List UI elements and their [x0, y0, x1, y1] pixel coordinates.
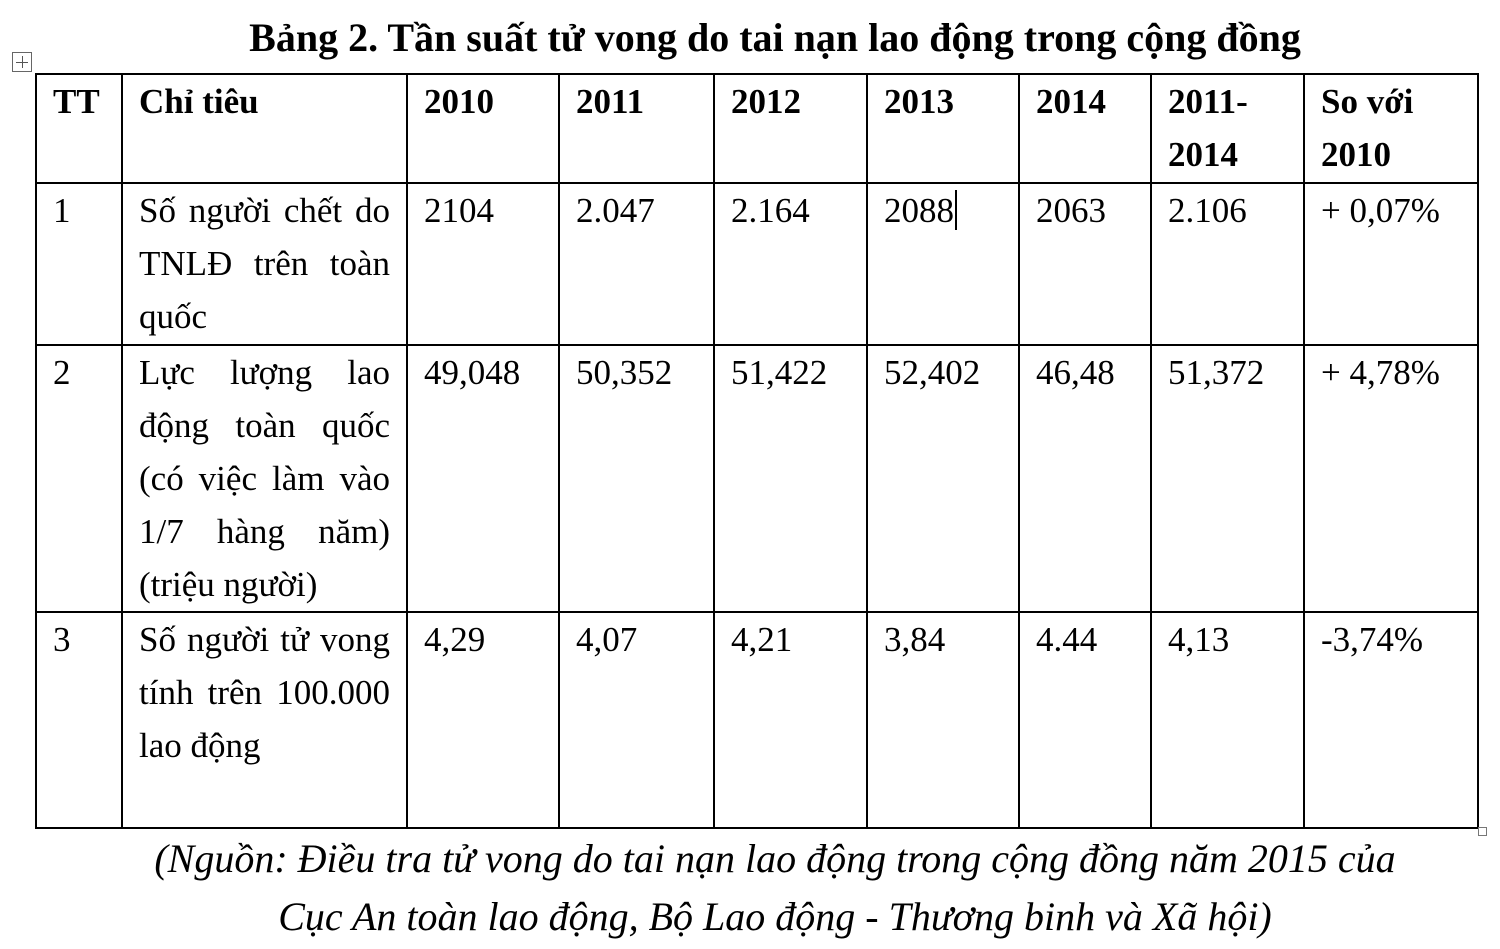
- header-2010[interactable]: 2010: [407, 74, 559, 183]
- value-2011-2014[interactable]: 2.106: [1151, 183, 1304, 345]
- data-table: [35, 73, 1479, 829]
- row-label[interactable]: Số người chết do TNLĐ trên toàn quốc: [122, 183, 407, 345]
- value-2012[interactable]: 51,422: [714, 345, 867, 612]
- header-so-voi-2010[interactable]: So với 2010: [1304, 74, 1478, 183]
- table-header-row: [36, 74, 1478, 183]
- text-cursor: [955, 190, 957, 230]
- value-2014[interactable]: 2063: [1019, 183, 1151, 345]
- header-2011-2014[interactable]: 2011-2014: [1151, 74, 1304, 183]
- value-2012[interactable]: 2.164: [714, 183, 867, 345]
- value-2013[interactable]: 52,402: [867, 345, 1019, 612]
- value-2010[interactable]: 49,048: [407, 345, 559, 612]
- value-2011-2014[interactable]: 51,372: [1151, 345, 1304, 612]
- value-2011[interactable]: 2.047: [559, 183, 714, 345]
- row-number[interactable]: 3: [36, 612, 122, 828]
- header-chi-tieu[interactable]: Chỉ tiêu: [122, 74, 407, 183]
- value-2012[interactable]: 4,21: [714, 612, 867, 828]
- value-2014[interactable]: 4.44: [1019, 612, 1151, 828]
- value-so-voi-2010[interactable]: + 0,07%: [1304, 183, 1478, 345]
- value-2014[interactable]: 46,48: [1019, 345, 1151, 612]
- table-title: Bảng 2. Tần suất tử vong do tai nạn lao động trong cộng đồng: [249, 15, 1301, 60]
- source-line-2: Cục An toàn lao động, Bộ Lao động - Thương binh và Xã hội): [278, 894, 1272, 939]
- table-move-handle-icon[interactable]: [12, 52, 32, 72]
- value-2010[interactable]: 4,29: [407, 612, 559, 828]
- header-2012[interactable]: 2012: [714, 74, 867, 183]
- value-2013[interactable]: 3,84: [867, 612, 1019, 828]
- value-so-voi-2010[interactable]: + 4,78%: [1304, 345, 1478, 612]
- header-2013[interactable]: 2013: [867, 74, 1019, 183]
- row-label[interactable]: Lực lượng lao động toàn quốc (có việc làm vào 1/7 hàng năm) (triệu người): [122, 345, 407, 612]
- value-2011-2014[interactable]: 4,13: [1151, 612, 1304, 828]
- row-number[interactable]: 1: [36, 183, 122, 345]
- table-row: [36, 612, 1478, 828]
- header-tt[interactable]: TT: [36, 74, 122, 183]
- row-label[interactable]: Số người tử vong tính trên 100.000 lao động: [122, 612, 407, 828]
- value-2010[interactable]: 2104: [407, 183, 559, 345]
- header-2011[interactable]: 2011: [559, 74, 714, 183]
- value-2013-cell[interactable]: [867, 183, 1019, 345]
- row-number[interactable]: 2: [36, 345, 122, 612]
- source-line-1: (Nguồn: Điều tra tử vong do tai nạn lao động trong cộng đồng năm 2015 của: [154, 836, 1396, 881]
- value-2011[interactable]: 50,352: [559, 345, 714, 612]
- value-2013: 2088: [884, 191, 954, 230]
- header-2014[interactable]: 2014: [1019, 74, 1151, 183]
- value-so-voi-2010[interactable]: -3,74%: [1304, 612, 1478, 828]
- table-row: [36, 183, 1478, 345]
- value-2011[interactable]: 4,07: [559, 612, 714, 828]
- table-row: [36, 345, 1478, 612]
- source-note: [0, 830, 1500, 946]
